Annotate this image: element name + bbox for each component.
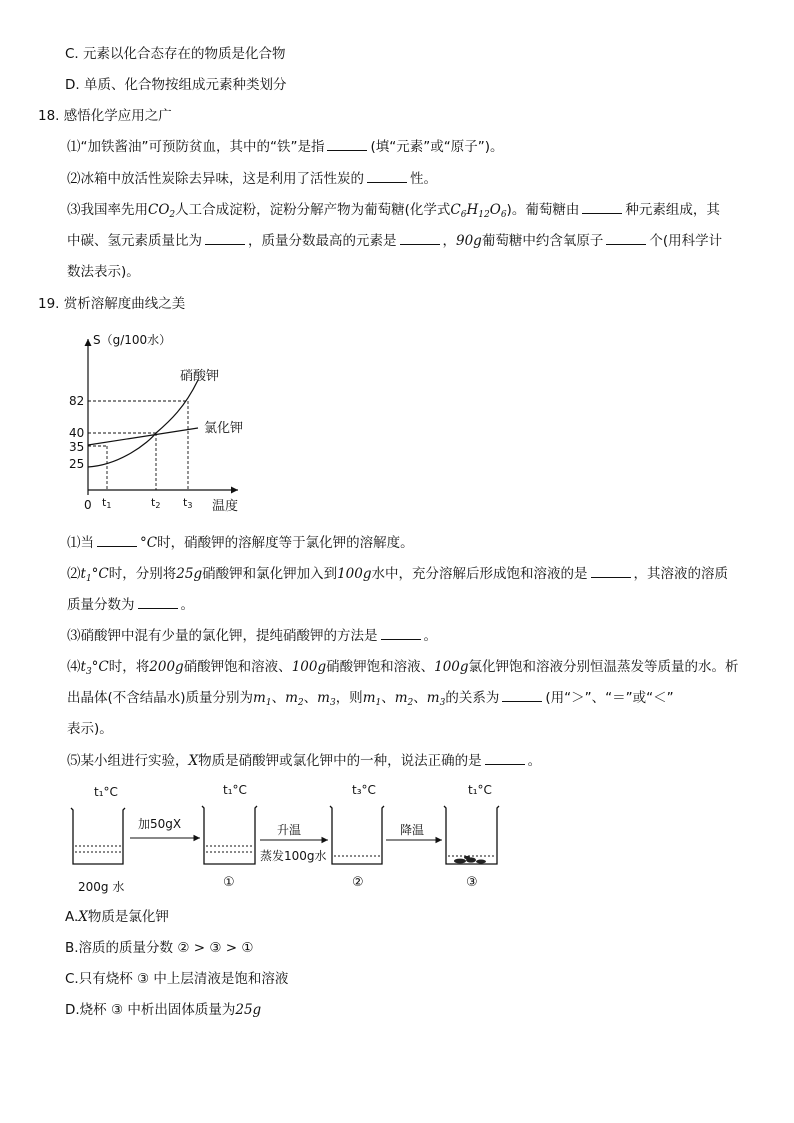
q19-p2-text2: 硝酸钾和氯化钾加入到 [202,566,338,582]
beaker-start [71,808,125,864]
mass-90g: 90g [456,233,482,249]
step-2-sublabel: 蒸发100g水 [260,849,327,863]
q18-p2-text: ⑵冰箱中放活性炭除去异味，这是利用了活性炭的 [67,171,364,187]
q19-p2-text4: ，其溶液的溶质 [633,566,729,582]
unit-celsius: °C [140,535,158,551]
q19-part2-line2 [67,595,194,615]
answer-blank[interactable] [327,138,367,151]
x-tick-t2: t2 [151,496,161,510]
crystals [454,856,486,864]
separator: 、 [413,690,427,706]
q19-p2-num: ⑵ [67,566,81,582]
origin-label: 0 [84,498,92,512]
q17-option-d: D. 单质、化合物按组成元素种类划分 [65,77,287,93]
q19-p3-text: ⑶硝酸钾中混有少量的氯化钾，提纯硝酸钾的方法是 [67,628,378,644]
q18-p1-hint: (填“元素”或“原子”)。 [370,139,504,155]
period: 。 [423,628,437,644]
y-tick-40: 40 [69,426,85,440]
separator: 、 [381,690,395,706]
q18-p2-tail: 性。 [410,171,437,187]
mass-200g: 200g [149,659,184,675]
period: 。 [527,753,542,769]
q18-p3-text: ⑶我国率先用 [67,202,148,218]
answer-blank[interactable] [591,565,631,578]
q19-part2-line1 [67,564,728,589]
q19-option-d [65,1000,261,1020]
q19-p4-text: 时，将 [108,659,150,675]
substance-x: X [188,753,199,769]
q19-part5 [67,751,541,771]
formula-glucose: $C_6H_{12}O_6$ [450,202,507,220]
beaker-experiment-diagram [60,778,520,900]
q19-title-text: 赏析溶解度曲线之美 [63,296,186,312]
y-axis-label: S（g/100水） [93,333,172,347]
y-tick-25: 25 [69,457,85,471]
temp-t3: $t_3^\circ C$ [80,659,109,677]
substance-x: X [78,909,88,925]
answer-blank[interactable] [502,689,542,702]
beaker-label: ③ [466,875,478,890]
q18-p3-text5: 中碳、氢元素质量比为 [67,233,202,249]
start-label: 200g 水 [78,880,125,894]
q18-p3-text6: ，质量分数最高的元素是 [248,233,397,249]
q18-number: 18. [38,108,60,124]
q18-p1-text: ⑴“加铁酱油”可预防贫血，其中的“铁”是指 [67,139,325,155]
q18-p3-text4: 种元素组成，其 [625,202,720,218]
curve-kcl [88,428,198,445]
formula-co2: $CO_2$ [148,202,176,220]
x-tick-t3: t3 [183,496,193,510]
beaker-label: ② [352,875,364,890]
q19-option-c: C.只有烧杯 ③ 中上层清液是饱和溶液 [65,971,289,987]
q19-p4-num: ⑷ [67,659,81,675]
temp-label: t₃°C [352,783,376,797]
q18-part3-line3: 数法表示)。 [67,264,140,280]
option-letter: A. [65,909,79,925]
curve-kno3-label: 硝酸钾 [180,369,220,384]
separator: 、 [271,690,286,706]
q19-p4-text7: 的关系为 [445,690,500,706]
q19-p4-text6: ，则 [335,690,363,706]
q19-p4-text4: 氯化钾饱和溶液分别恒温蒸发等质量的水。析 [468,659,739,675]
answer-blank[interactable] [205,232,245,245]
q18-title [38,106,172,126]
q19-p4-text2: 硝酸钾饱和溶液、 [183,659,292,675]
mass-100g: 100g [434,659,469,675]
q18-p3-text3: )。葡萄糖由 [506,202,580,218]
q19-option-b: B.溶质的质量分数 ② > ③ > ① [65,940,254,956]
separator: 、 [303,690,318,706]
q19-p4-text8: (用“＞”、“＝”或“＜” [545,690,674,706]
temp-label: t₁°C [94,785,118,799]
mass-100g: 100g [337,566,372,582]
m3: $m_3$ [317,690,336,708]
beaker-2 [330,806,384,864]
q18-part2 [67,169,437,189]
answer-blank[interactable] [138,596,178,609]
q19-title [38,294,185,314]
curve-kno3 [88,380,198,467]
q19-part4-line1 [67,657,739,682]
q19-number: 19. [38,296,60,312]
q19-p1-text: ⑴当 [67,535,94,551]
answer-blank[interactable] [606,232,646,245]
q19-part4-line3: 表示)。 [67,721,113,737]
comma: ， [442,233,456,249]
q18-title-text: 感悟化学应用之广 [63,108,172,124]
q18-p3-text7: 葡萄糖中约含氧原子 [481,233,604,249]
step-3-label: 降温 [400,823,425,837]
option-text: D.烧杯 ③ 中析出固体质量为 [65,1002,236,1018]
q19-part1 [67,533,414,553]
q19-part4-line2 [67,688,674,713]
step-1-label: 加50gX [138,817,182,831]
q19-p5-text2: 物质是硝酸钾或氯化钾中的一种，说法正确的是 [198,753,482,769]
q19-p1-text2: 时，硝酸钾的溶解度等于氯化钾的溶解度。 [157,535,414,551]
option-text: 物质是氯化钾 [87,909,169,925]
q18-part3-line2 [67,231,722,251]
answer-blank[interactable] [582,201,622,214]
m1: $m_1$ [253,690,272,708]
q19-part3 [67,626,437,646]
beaker-label: ① [223,875,235,890]
q17-option-c: C. 元素以化合态存在的物质是化合物 [65,46,286,62]
temp-label: t₁°C [223,783,247,797]
q19-p2-text: 时，分别将 [108,566,177,582]
m2: $m_2$ [394,690,414,708]
beaker-1 [202,806,257,864]
temp-t1: $t_1^\circ C$ [80,566,109,584]
q18-part1 [67,137,504,157]
q19-p2-text5: 质量分数为 [67,597,135,613]
q18-part3-line1 [67,200,720,225]
x-axis-label: 温度 [212,499,239,514]
m3: $m_3$ [426,690,446,708]
curve-kcl-label: 氯化钾 [204,421,244,436]
m2: $m_2$ [285,690,304,708]
q18-p3-text2: 人工合成淀粉，淀粉分解产物为葡萄糖(化学式 [175,202,451,218]
guide-lines [88,401,188,490]
answer-blank[interactable] [381,627,421,640]
step-2-label: 升温 [277,823,302,837]
q19-p2-text3: 水中，充分溶解后形成饱和溶液的是 [371,566,588,582]
q19-p4-text5: 出晶体(不含结晶水)质量分别为 [67,690,254,706]
q19-p5-text: ⑸某小组进行实验， [67,753,189,769]
answer-blank[interactable] [485,752,525,765]
x-tick-t1: t1 [102,496,112,510]
q19-option-a [65,907,169,927]
mass-100g: 100g [291,659,327,675]
y-tick-35: 35 [69,440,85,454]
mass-25g: 25g [235,1002,262,1018]
period: 。 [180,597,194,613]
q19-p4-text3: 硝酸钾饱和溶液、 [326,659,435,675]
solubility-graph [60,325,260,520]
answer-blank[interactable] [400,232,440,245]
mass-25g: 25g [176,566,203,582]
answer-blank[interactable] [97,534,137,547]
temp-label: t₁°C [468,783,492,797]
answer-blank[interactable] [367,170,407,183]
beaker-3 [444,806,499,864]
q18-p3-text8: 个(用科学计 [649,233,723,249]
y-tick-82: 82 [69,394,85,408]
m1: $m_1$ [362,690,382,708]
